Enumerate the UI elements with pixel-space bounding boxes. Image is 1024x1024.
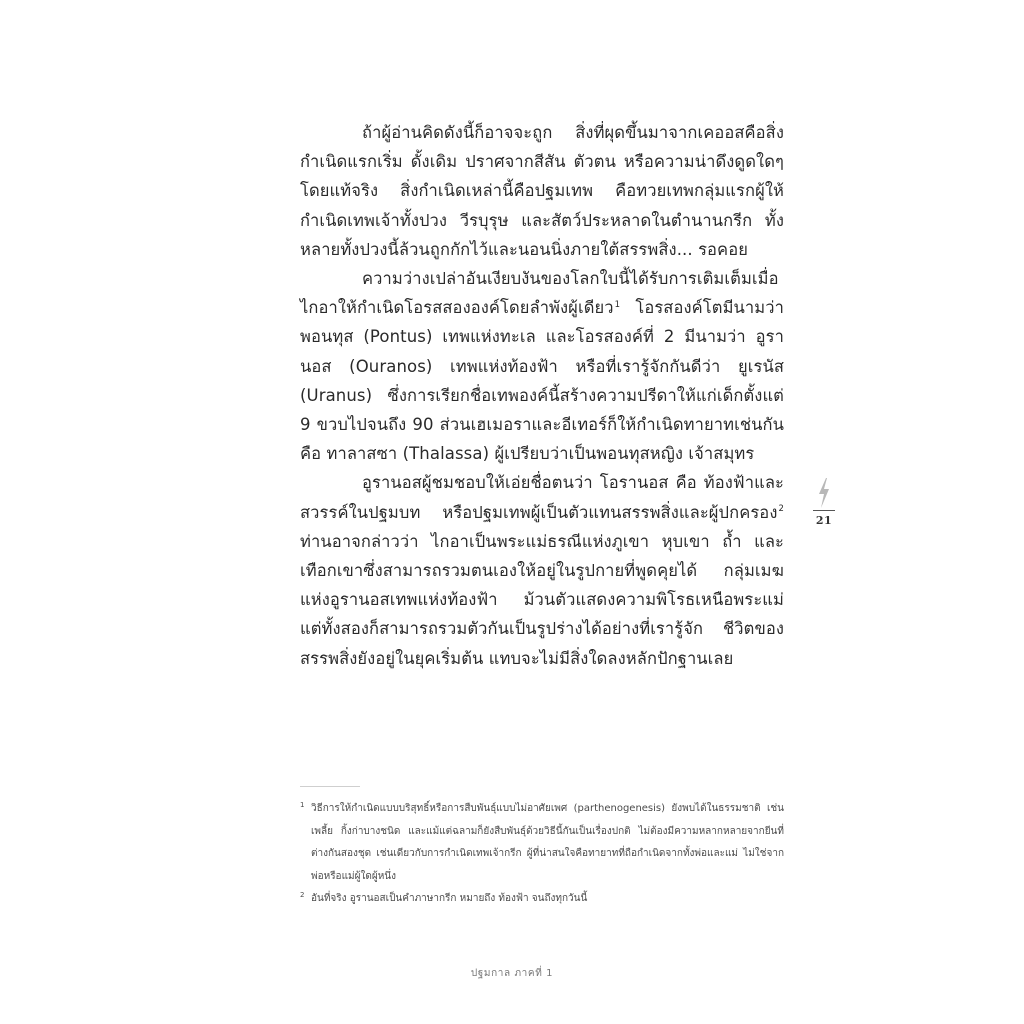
- paragraph-3: [300, 468, 784, 672]
- margin-page-marker: [810, 478, 838, 527]
- footnote-1-mark: 1: [300, 801, 305, 809]
- footnotes: [300, 798, 784, 911]
- paragraph-3-text-b: ท่านอาจกล่าวว่า ไกอาเป็นพระแม่ธรณีแห่งภูเขา หุบเขา ถ้ำ และเทือกเขาซึ่งสามารถรวมตนเองให้อยู่ในรูปกายที่พูดคุยได้ กลุ่มเมฆแห่งอูรานอสเทพแห่งท้องฟ้า ม้วนตัวแสดงความพิโรธเหนือพระแม่ แต่ทั้งสองก็สามารถรวมตัวกันเป็นรูปร่างได้อย่างที่เรารู้จัก ชีวิตของสรรพสิ่งยังอยู่ในยุคเริ่มต้น แทบจะไม่มีสิ่งใดลงหลักปักฐานเลย: [300, 531, 784, 668]
- footnote-separator: [300, 786, 360, 787]
- footnote-2-mark: 2: [300, 891, 305, 899]
- footnote-2: [300, 888, 784, 911]
- paragraph-2: [300, 264, 784, 468]
- footnote-ref-1[interactable]: 1: [614, 299, 621, 310]
- paragraph-2-text-b: โอรสองค์โตมีนามว่าพอนทุส (Pontus) เทพแห่งทะเล และโอรสองค์ที่ 2 มีนามว่า อูรานอส (Ouranos) เทพแห่งท้องฟ้า หรือที่เรารู้จักกันดีว่า ยูเรนัส (Uranus) ซึ่งการเรียกชื่อเทพองค์นี้สร้างความปรีดาให้แก่เด็กตั้งแต่ 9 ขวบไปจนถึง 90 ส่วนเฮเมอราและอีเทอร์ก็ให้กำเนิดทายาทเช่นกัน คือ ทาลาสซา (Thalassa) ผู้เปรียบว่าเป็นพอนทุสหญิง เจ้าสมุทร: [300, 298, 784, 464]
- main-body-text: [300, 118, 784, 673]
- footnote-1: [300, 798, 784, 888]
- paragraph-3-text-a: อูรานอสผู้ชมชอบให้เอ่ยชื่อตนว่า โอรานอส คือ ท้องฟ้าและสวรรค์ในปฐมบท หรือปฐมเทพผู้เป็นตัวแทนสรรพสิ่งและผู้ปกครอง: [300, 473, 784, 522]
- footnote-2-text: อันที่จริง อูรานอสเป็นคำภาษากรีก หมายถึง ท้องฟ้า จนถึงทุกวันนี้: [311, 893, 588, 904]
- lightning-bolt-icon: [816, 478, 832, 508]
- paragraph-1-text: ถ้าผู้อ่านคิดดังนี้ก็อาจจะถูก สิ่งที่ผุดขึ้นมาจากเคออสคือสิ่งกำเนิดแรกเริ่ม ดั้งเดิม ปราศจากสีสัน ตัวตน หรือความน่าดึงดูดใดๆ โดยแท้จริง สิ่งกำเนิดเหล่านี้คือปฐมเทพ คือทวยเทพกลุ่มแรกผู้ให้กำเนิดเทพเจ้าทั้งปวง วีรบุรุษ และสัตว์ประหลาดในตำนานกรีก ทั้งหลายทั้งปวงนี้ล้วนถูกกักไว้และนอนนิ่งภายใต้สรรพสิ่ง... รอคอย: [300, 123, 784, 259]
- paragraph-1: [300, 118, 784, 264]
- running-footer: ปฐมกาล ภาคที่ 1: [470, 968, 554, 979]
- paragraph-2-text-a: ความว่างเปล่าอันเงียบงันของโลกใบนี้ได้รับการเติมเต็มเมื่อไกอาให้กำเนิดโอรสสององค์โดยลำพังผู้เดียว: [300, 269, 779, 318]
- page-number: 21: [815, 514, 833, 527]
- footnote-1-text: วิธีการให้กำเนิดแบบบริสุทธิ์หรือการสืบพันธุ์แบบไม่อาศัยเพศ (parthenogenesis) ยังพบได้ในธรรมชาติ เช่น เพลี้ย กิ้งก่าบางชนิด และแม้แต่ฉลามก็ยังสืบพันธุ์ด้วยวิธีนี้กันเป็นเรื่องปกติ ไม่ต้องมีความหลากหลายจากยีนที่ต่างกันสองชุด เช่นเดียวกับการกำเนิดเทพเจ้ากรีก ผู้ที่น่าสนใจคือทายาทที่ถือกำเนิดจากทั้งพ่อและแม่ ไม่ใช่จากพ่อหรือแม่ผู้ใดผู้หนึ่ง: [311, 803, 784, 882]
- margin-rule: [813, 510, 835, 511]
- footnote-ref-2[interactable]: 2: [778, 504, 784, 515]
